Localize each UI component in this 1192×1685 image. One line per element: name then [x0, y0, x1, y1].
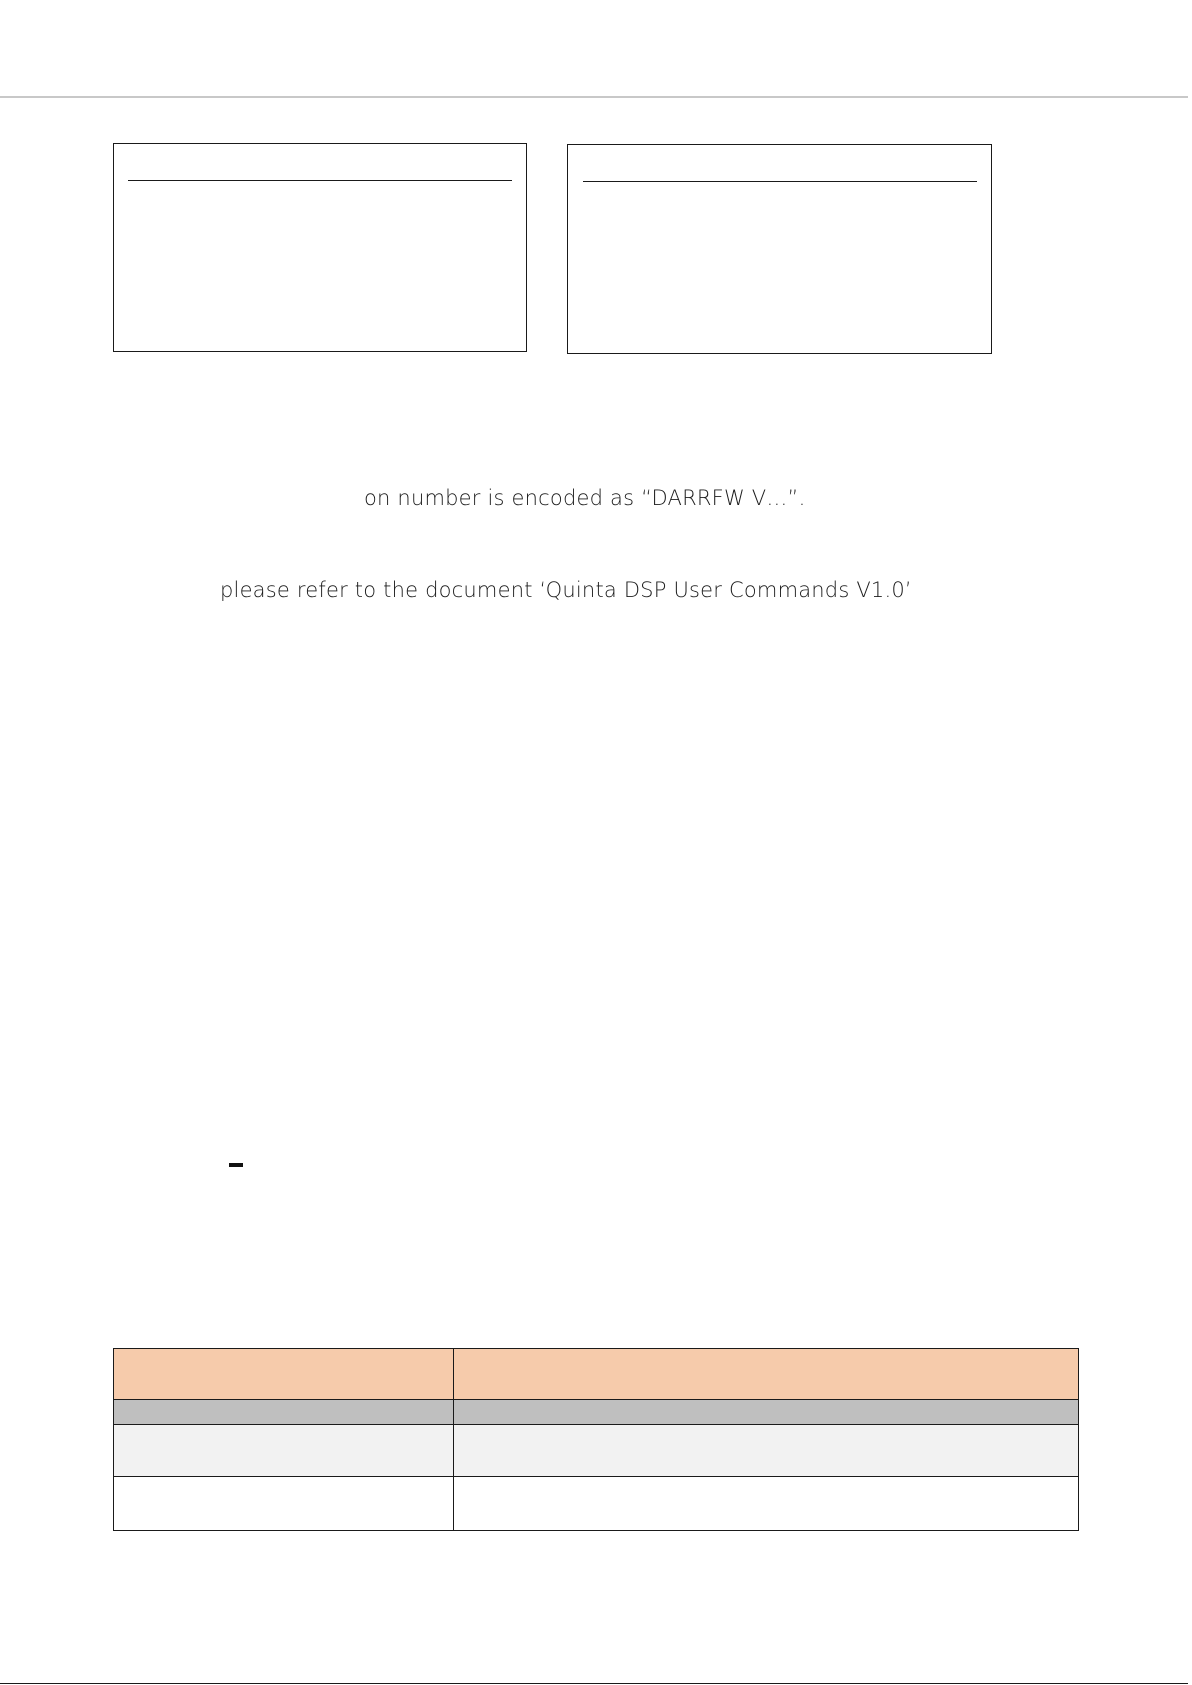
table-cell [454, 1425, 1079, 1477]
right-frame-box [567, 144, 992, 354]
table-subheader-row [114, 1400, 1079, 1425]
table-row [114, 1477, 1079, 1531]
header-rule [0, 96, 1188, 98]
table-header-row [114, 1349, 1079, 1400]
table-cell [454, 1477, 1079, 1531]
table-subheader-cell-1 [114, 1400, 454, 1425]
left-frame-rule [128, 180, 512, 181]
right-frame-rule [583, 181, 977, 182]
table-cell [114, 1425, 454, 1477]
spec-table [113, 1348, 1079, 1531]
table-subheader-cell-2 [454, 1400, 1079, 1425]
reference-document-text: please refer to the document ‘Quinta DSP User Commands V1.0’ [220, 578, 912, 602]
table-row [114, 1425, 1079, 1477]
left-frame-box [113, 143, 527, 352]
version-encoding-text: on number is encoded as “DARRFW V…”. [364, 486, 806, 510]
table-cell [114, 1477, 454, 1531]
table-header-cell-2 [454, 1349, 1079, 1400]
table-header-cell-1 [114, 1349, 454, 1400]
dash-mark [229, 1163, 243, 1167]
footer-rule [0, 1683, 1188, 1684]
